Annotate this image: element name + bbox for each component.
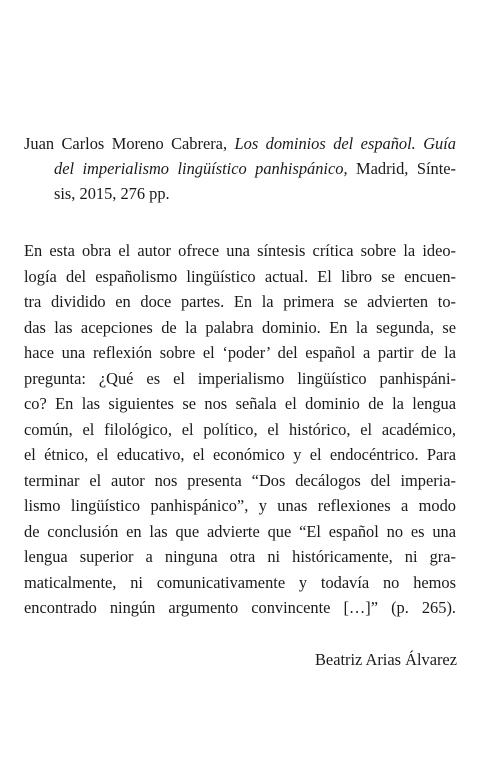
review-line: encontrado ningún argumento convincente […]” (p. 265). — [24, 598, 456, 617]
review-line: hace una reflexión sobre el ‘poder’ del español a partir de la — [24, 343, 456, 362]
review-line: terminar el autor nos presenta “Dos decálogos del imperia- — [24, 470, 456, 490]
review-line: lismo lingüístico panhispánico”, y unas reflexiones a modo — [24, 496, 456, 515]
citation-line-1 — [24, 131, 456, 156]
review-line: común, el filológico, el político, el histórico, el académico, — [24, 419, 456, 439]
review-line: el étnico, el educativo, el económico y el endocéntrico. Para — [24, 445, 456, 464]
review-line: das las acepciones de la palabra dominio. En la segunda, se — [24, 317, 456, 337]
citation-title-part-1: Los dominios del español. Guía — [234, 134, 457, 153]
citation-author: Juan Carlos Moreno Cabrera, — [24, 134, 235, 153]
review-line: maticalmente, ni comunicativamente y todavía no hemos — [24, 572, 456, 592]
review-line: de conclusión en las que advierte que “El español no es una — [24, 521, 456, 541]
citation-title-part-2: del imperialismo lingüístico panhispánico, — [54, 159, 348, 178]
citation-publisher-part-2: sis, 2015, 276 pp. — [54, 184, 170, 203]
reviewer-signature: Beatriz Arias Álvarez — [315, 650, 457, 669]
citation-line-2 — [24, 156, 456, 181]
book-citation — [24, 131, 456, 206]
citation-line-3 — [24, 181, 456, 206]
review-line: co? En las siguientes se nos señala el dominio de la lengua — [24, 394, 456, 413]
review-line: logía del españolismo lingüístico actual. El libro se encuen- — [24, 266, 456, 286]
citation-publisher-part-1: Madrid, Sínte- — [347, 159, 456, 178]
review-line: En esta obra el autor ofrece una síntesis crítica sobre la ideo- — [24, 241, 456, 260]
review-line: pregunta: ¿Qué es el imperialismo lingüístico panhispáni- — [24, 368, 456, 388]
review-body — [24, 238, 456, 621]
review-line: lengua superior a ninguna otra ni históricamente, ni gra- — [24, 547, 456, 566]
review-line: tra dividido en doce partes. En la primera se advierten to- — [24, 292, 456, 311]
